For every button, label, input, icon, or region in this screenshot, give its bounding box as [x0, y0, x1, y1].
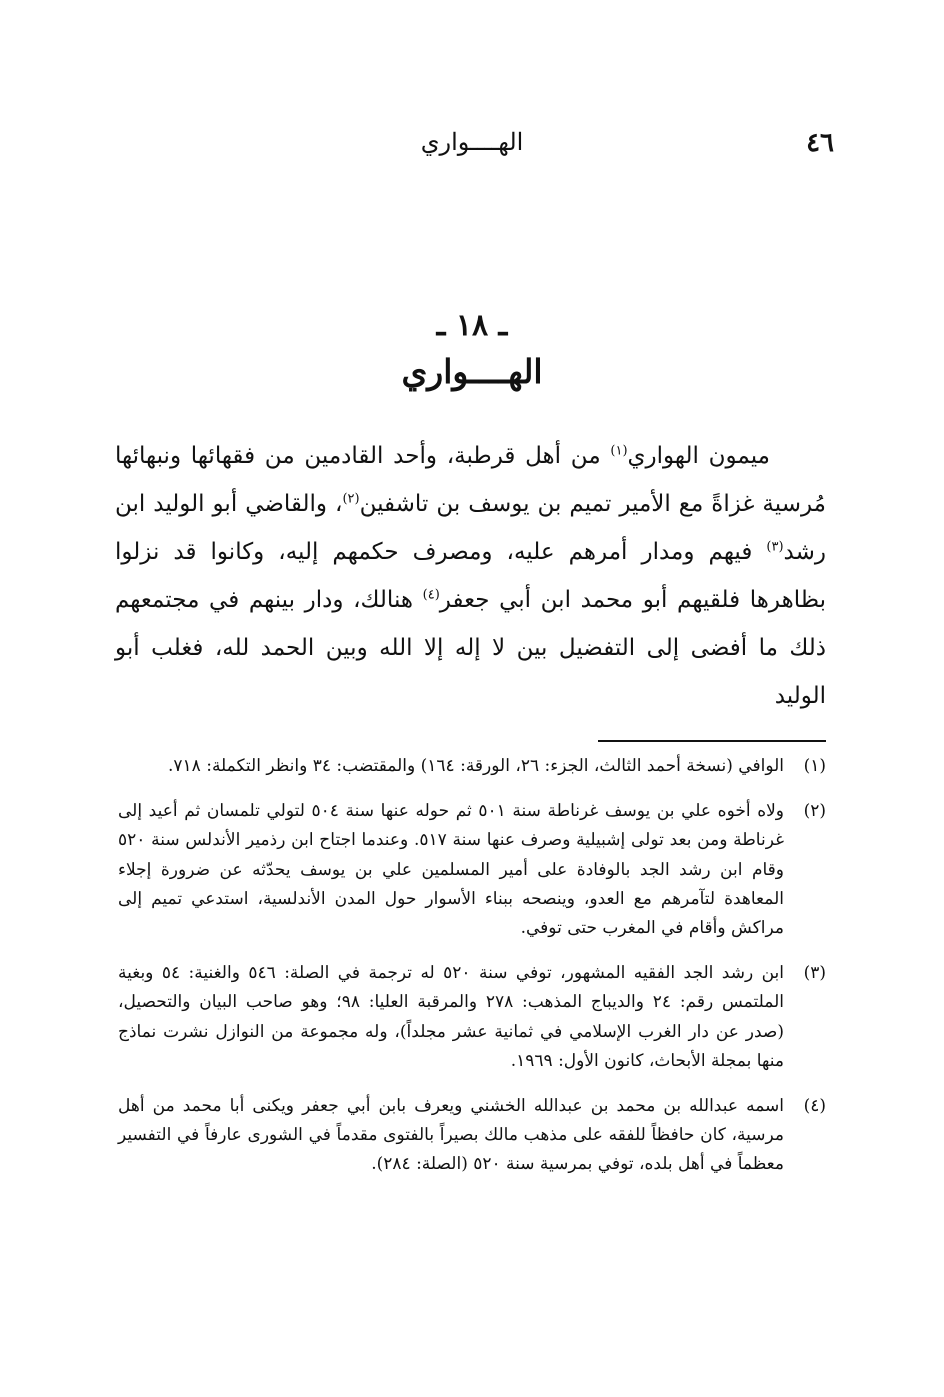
- footnote: [118, 1092, 826, 1180]
- footnote-text: ابن رشد الجد الفقيه المشهور، توفي سنة ٥٢٠ له ترجمة في الصلة: ٥٤٦ والغنية: ٥٤ وبغية الملتمس رقم: ٢٤ والديباج المذهب: ٢٧٨ والمرقبة العليا: ٩٨؛ وهو صاحب البيان والتحصيل، (صدر عن دار الغرب الإسلامي في ثمانية عشر مجلداً)، وله مجموعة من النوازل نشرت نماذج منها بمجلة الأبحاث، كانون الأول: ١٩٦٩.: [118, 963, 784, 1071]
- body-text-segment: هنالك، ودار بينهم في مجتمعهم ذلك ما أفضى إلى التفضيل بين لا إله إلا الله وبين الحمد لله، فغلب أبو الوليد: [115, 587, 826, 709]
- chapter-title: الهــــواري: [401, 352, 543, 391]
- footnote-divider: [598, 740, 826, 742]
- footnote-ref: (١): [610, 443, 628, 459]
- body-text-segment: من أهل قرطبة، وأحد القادمين من فقهائها ونبهائها مُرسية غزاةً مع الأمير تميم بن يوسف بن تاشفين: [115, 443, 826, 517]
- footnote-ref: (٤): [422, 587, 440, 603]
- page-header: [110, 128, 834, 168]
- footnote: [118, 959, 826, 1076]
- footnote-number: (١): [803, 756, 826, 776]
- footnote: [118, 752, 826, 781]
- footnote-number: (٤): [803, 1096, 826, 1117]
- footnote-text: ولاه أخوه علي بن يوسف غرناطة سنة ٥٠١ ثم حوله عنها سنة ٥٠٤ لتولي تلمسان ثم أعيد إلى غرناطة ومن بعد تولى إشبيلية وصرف عنها سنة ٥١٧. وعندما اجتاح ابن رذمير الأندلس سنة ٥٢٠ وقام ابن رشد الجد بالوفادة على أمير المسلمين علي بن يوسف يحدّثه عن ضرورة إجلاء المعاهدة لتآمرهم مع العدو، وينصحه ببناء الأسوار حول المدن الأندلسية، استدعي تميم إلى مراكش وأقام في المغرب حتى توفي.: [118, 801, 785, 939]
- footnote-number: (٣): [803, 963, 826, 984]
- footnote: [118, 797, 826, 943]
- footnotes: [118, 752, 826, 1180]
- footnote-number: (٢): [803, 801, 826, 822]
- footnote-ref: (٢): [342, 491, 360, 507]
- running-title: الهــــواري: [420, 128, 524, 156]
- page-number: ٤٦: [806, 128, 834, 158]
- footnote-ref: (٣): [766, 539, 784, 555]
- footnote-text: الوافي (نسخة أحمد الثالث، الجزء: ٢٦، الورقة: ١٦٤) والمقتضب: ٣٤ وانظر التكملة: ٧١٨.: [168, 756, 784, 776]
- chapter-number: ـ ١٨ ـ: [436, 308, 508, 343]
- body-text-segment: فيهم ومدار أمرهم عليه، ومصرف حكمهم إليه، وكانوا قد نزلوا بظاهرها فلقيهم أبو محمد ابن أبي جعفر: [115, 539, 826, 613]
- body-paragraph: [115, 432, 826, 720]
- paragraph: [115, 432, 826, 720]
- footnote-text: اسمه عبدالله بن محمد بن عبدالله الخشني ويعرف بابن أبي جعفر ويكنى أبا محمد من أهل مرسية، كان حافظاً للفقه على مذهب مالك بصيراً بالفتوى مقدماً في الشورى عارفاً في التفسير معظماً في أهل بلده، توفي بمرسية سنة ٥٢٠ (الصلة: ٢٨٤).: [118, 1096, 784, 1175]
- body-text-segment: ميمون الهواري: [627, 443, 770, 469]
- body-text-segment: ، والقاضي أبو الوليد ابن رشد: [115, 491, 826, 565]
